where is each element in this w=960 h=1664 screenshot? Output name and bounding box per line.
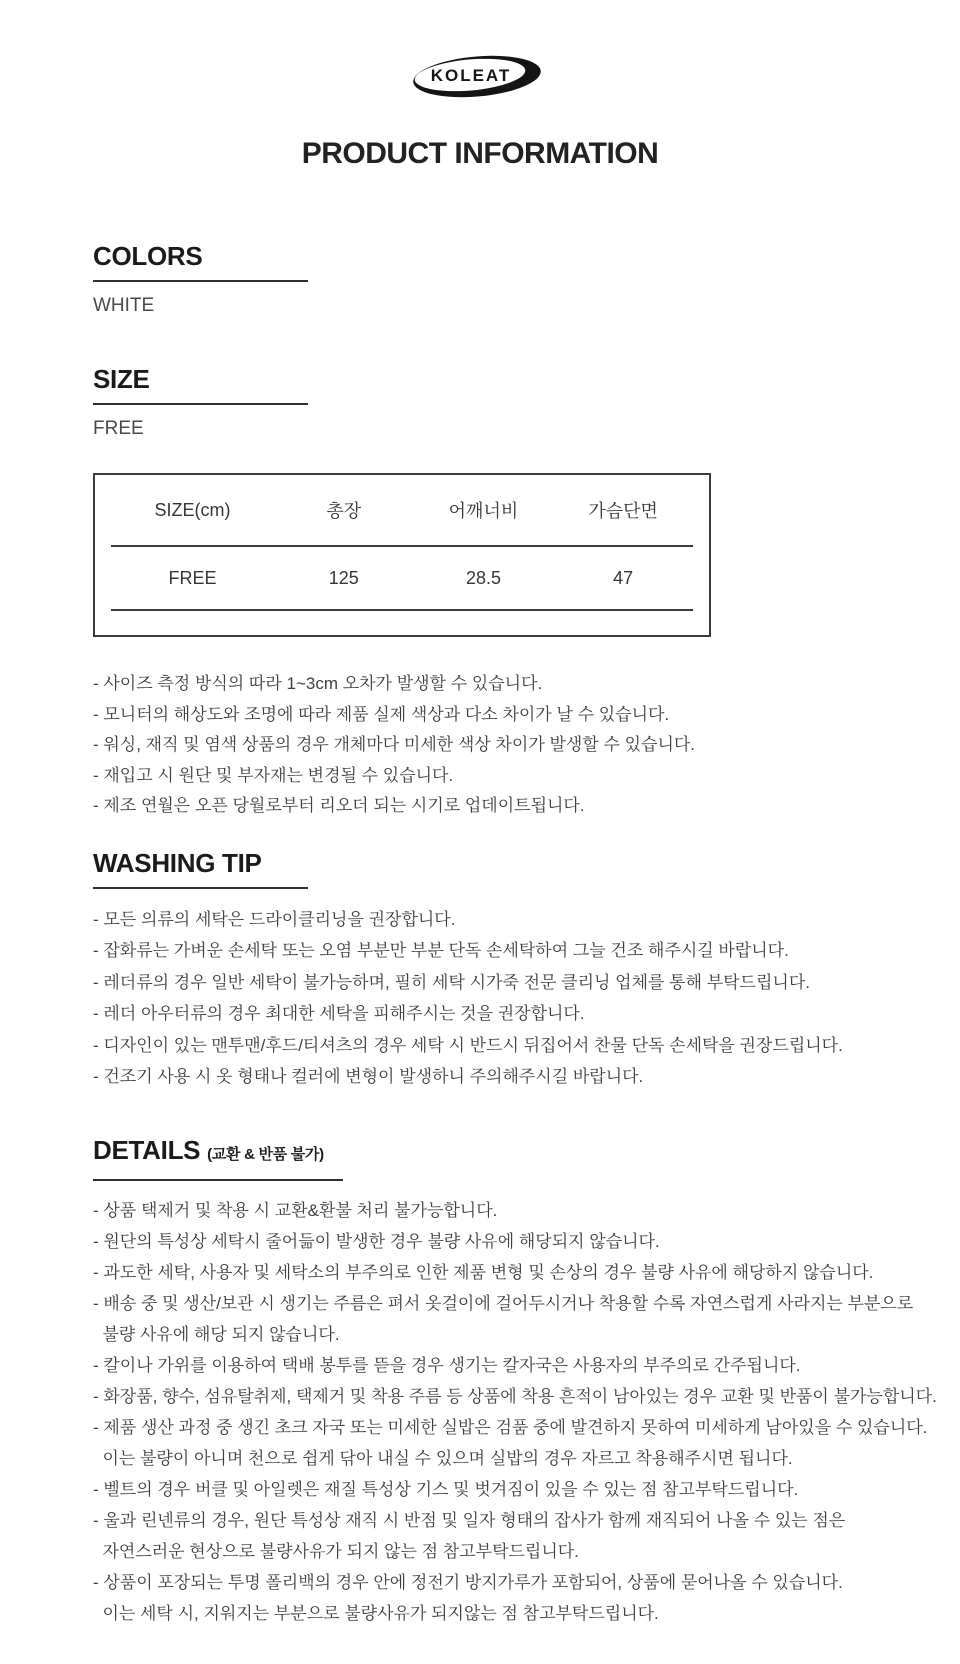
size-note-line: - 모니터의 해상도와 조명에 따라 제품 실제 색상과 다소 차이가 날 수 있습니다. (93, 704, 670, 724)
size-table-col-length: 총장 (274, 475, 414, 546)
size-table-row (111, 546, 693, 610)
washing-tip-line: - 레더류의 경우 일반 세탁이 불가능하며, 필히 세탁 시가죽 전문 클리닝 업체를 통해 부탁드립니다. (93, 972, 810, 992)
page-content (0, 241, 960, 1629)
logo-text: KOLEAT (430, 66, 512, 85)
details-heading-note: (교환 & 반품 불가) (207, 1145, 324, 1163)
detail-line: - 벨트의 경우 버클 및 아일렛은 재질 특성상 기스 및 벗겨짐이 있을 수 있는 점 참고부탁드립니다. (93, 1479, 799, 1499)
details-list (93, 1195, 940, 1629)
washing-tip-list (93, 904, 940, 1093)
details-heading (93, 1135, 940, 1170)
size-table (93, 473, 711, 637)
washing-tip-heading: WASHING TIP (93, 847, 262, 878)
washing-tip-line: - 디자인이 있는 맨투맨/후드/티셔츠의 경우 세탁 시 반드시 뒤집어서 찬물 단독 손세탁을 권장드립니다. (93, 1035, 843, 1055)
size-note-line: - 제조 연월은 오픈 당월로부터 리오더 되는 시기로 업데이트됩니다. (93, 796, 585, 815)
washing-tip-section (93, 848, 940, 1093)
shoulder-cell: 28.5 (414, 546, 554, 610)
detail-line: 이는 불량이 아니며 천으로 쉽게 닦아 내실 수 있으며 실밥의 경우 자르고 착용해주시면 됩니다. (93, 1448, 793, 1468)
detail-line: - 과도한 세탁, 사용자 및 세탁소의 부주의로 인한 제품 변형 및 손상의 경우 불량 사유에 해당하지 않습니다. (93, 1262, 874, 1282)
detail-line: - 상품 택제거 및 착용 시 교환&환불 처리 불가능합니다. (93, 1200, 498, 1220)
chest-cell: 47 (553, 546, 693, 610)
size-note-line: - 재입고 시 원단 및 부자재는 변경될 수 있습니다. (93, 765, 454, 785)
size-cell: FREE (111, 546, 274, 610)
size-heading: SIZE (93, 364, 150, 394)
size-section (93, 364, 940, 441)
size-notes-list (93, 669, 940, 822)
detail-line: 이는 세탁 시, 지워지는 부분으로 불량사유가 되지않는 점 참고부탁드립니다. (93, 1603, 659, 1623)
page-title: PRODUCT INFORMATION (301, 137, 659, 170)
koleat-logo-icon (405, 55, 555, 99)
detail-line: - 울과 린넨류의 경우, 원단 특성상 재직 시 반점 및 일자 형태의 잡사가 함께 재직되어 나올 수 있는 점은 (93, 1510, 846, 1530)
size-table-col-size: SIZE(cm) (111, 475, 274, 546)
length-cell: 125 (274, 546, 414, 610)
detail-line: 자연스러운 현상으로 불량사유가 되지 않는 점 참고부탁드립니다. (93, 1541, 579, 1561)
heading-underline (93, 403, 308, 405)
heading-underline (93, 280, 308, 282)
size-table-header-row (111, 475, 693, 546)
washing-tip-line: - 잡화류는 가벼운 손세탁 또는 오염 부분만 부분 단독 손세탁하여 그늘 건조 해주시길 바랍니다. (93, 941, 789, 960)
brand-logo (0, 0, 960, 99)
heading-underline (93, 887, 308, 889)
washing-tip-line: - 모든 의류의 세탁은 드라이클리닝을 권장합니다. (93, 909, 456, 929)
size-table-col-shoulder: 어깨너비 (414, 475, 554, 546)
size-note-line: - 사이즈 측정 방식의 따라 1~3cm 오차가 발생할 수 있습니다. (93, 674, 543, 693)
size-table-col-chest: 가슴단면 (553, 475, 693, 546)
detail-line: - 배송 중 및 생산/보관 시 생기는 주름은 펴서 옷걸이에 걸어두시거나 착용할 수록 자연스럽게 사라지는 부분으로 (93, 1293, 914, 1313)
detail-line: - 상품이 포장되는 투명 폴리백의 경우 안에 정전기 방지가루가 포함되어, 상품에 묻어나올 수 있습니다. (93, 1572, 843, 1592)
colors-heading: COLORS (93, 241, 203, 271)
size-value: FREE (93, 418, 144, 439)
size-note-line: - 워싱, 재직 및 염색 상품의 경우 개체마다 미세한 색상 차이가 발생할 수 있습니다. (93, 735, 696, 754)
colors-value: WHITE (93, 295, 155, 316)
heading-underline (93, 1179, 343, 1181)
detail-line: - 칼이나 가위를 이용하여 택배 봉투를 뜯을 경우 생기는 칼자국은 사용자의 부주의로 간주됩니다. (93, 1355, 801, 1375)
colors-section (93, 241, 940, 318)
washing-tip-line: - 건조기 사용 시 옷 형태나 컬러에 변형이 발생하니 주의해주시길 바랍니다. (93, 1067, 644, 1086)
washing-tip-line: - 레더 아우터류의 경우 최대한 세탁을 피해주시는 것을 권장합니다. (93, 1004, 585, 1023)
detail-line: - 화장품, 향수, 섬유탈취제, 택제거 및 착용 주름 등 상품에 착용 흔적이 남아있는 경우 교환 및 반품이 불가능합니다. (93, 1386, 937, 1406)
details-heading-text: DETAILS (93, 1134, 201, 1165)
details-section (93, 1135, 940, 1629)
detail-line: - 원단의 특성상 세탁시 줄어듦이 발생한 경우 불량 사유에 해당되지 않습니다. (93, 1231, 660, 1251)
detail-line: - 제품 생산 과정 중 생긴 초크 자국 또는 미세한 실밥은 검품 중에 발견하지 못하여 미세하게 남아있을 수 있습니다. (93, 1417, 928, 1437)
detail-line: 불량 사유에 해당 되지 않습니다. (93, 1324, 340, 1344)
